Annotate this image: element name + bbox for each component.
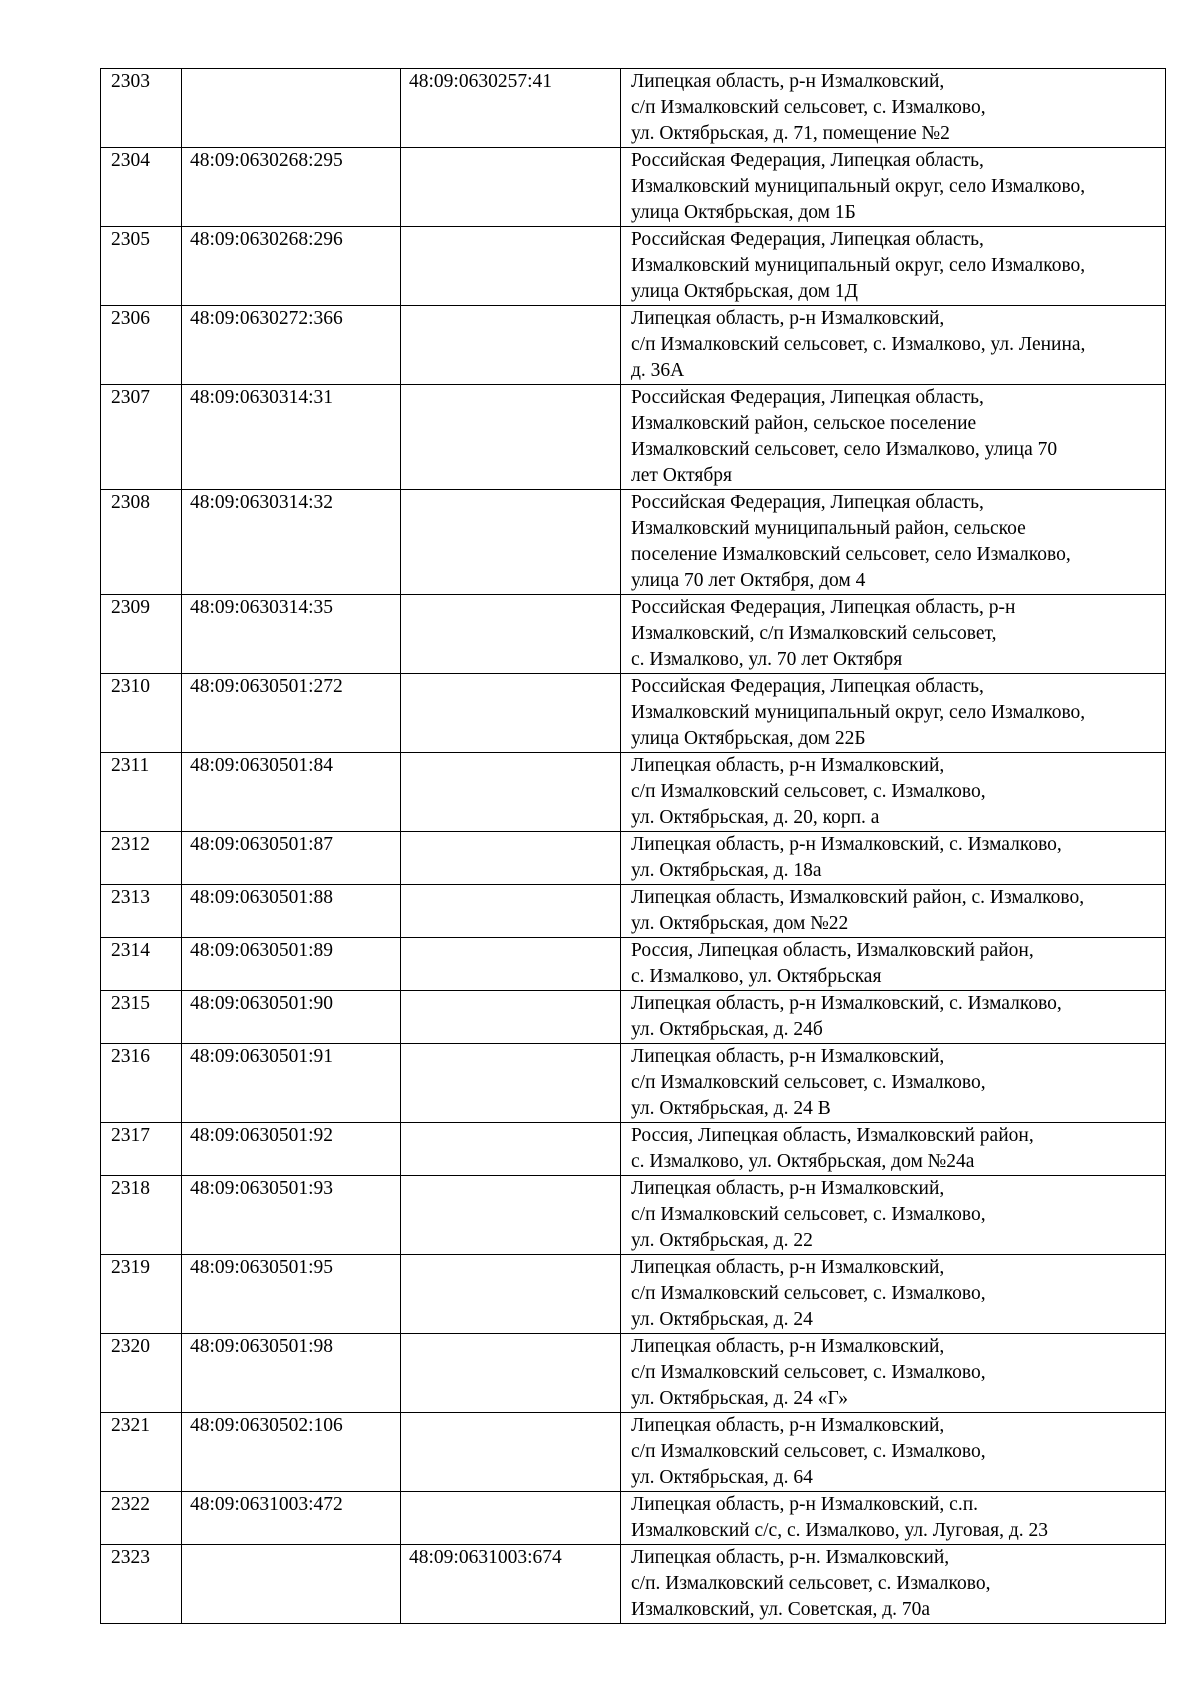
address-line: с/п Измалковский сельсовет, с. Измалково, <box>631 1283 986 1304</box>
address-line: с/п Измалковский сельсовет, с. Измалково, <box>631 1204 986 1225</box>
row-number-cell: 2320 <box>101 1334 182 1413</box>
address-cell <box>621 1334 1166 1413</box>
row-number-cell: 2315 <box>101 991 182 1044</box>
table-row <box>101 595 1166 674</box>
address-line: ул. Октябрьская, д. 71, помещение №2 <box>631 123 950 144</box>
row-number-cell: 2304 <box>101 148 182 227</box>
address-line: Липецкая область, р-н Измалковский, с. Измалково, <box>631 834 1062 855</box>
table-row <box>101 1413 1166 1492</box>
row-number-cell: 2312 <box>101 832 182 885</box>
row-number-cell: 2314 <box>101 938 182 991</box>
address-line: с/п Измалковский сельсовет, с. Измалково, <box>631 1072 986 1093</box>
row-number-cell: 2305 <box>101 227 182 306</box>
address-line: ул. Октябрьская, д. 24 <box>631 1309 813 1330</box>
address-line: с/п Измалковский сельсовет, с. Измалково, <box>631 1362 986 1383</box>
address-cell <box>621 1492 1166 1545</box>
address-line: Измалковский с/с, с. Измалково, ул. Луговая, д. 23 <box>631 1520 1049 1541</box>
address-line: Липецкая область, р-н Измалковский, <box>631 1415 945 1436</box>
address-line: Измалковский, с/п Измалковский сельсовет, <box>631 623 997 644</box>
row-number-cell: 2307 <box>101 385 182 490</box>
table-row <box>101 753 1166 832</box>
cadastral-number-secondary-cell <box>401 1492 621 1545</box>
table-row <box>101 385 1166 490</box>
cadastral-number-cell: 48:09:0630502:106 <box>182 1413 401 1492</box>
cadastral-number-secondary-cell <box>401 148 621 227</box>
address-line: Российская Федерация, Липецкая область, <box>631 676 984 697</box>
address-cell <box>621 1176 1166 1255</box>
cadastral-number-secondary-cell <box>401 885 621 938</box>
address-cell <box>621 1044 1166 1123</box>
cadastral-number-secondary-cell: 48:09:0630257:41 <box>401 69 621 148</box>
address-line: улица Октябрьская, дом 22Б <box>631 728 866 749</box>
cadastral-number-cell <box>182 1545 401 1624</box>
address-cell <box>621 674 1166 753</box>
address-line: Липецкая область, р-н Измалковский, с. Измалково, <box>631 993 1062 1014</box>
address-line: Липецкая область, р-н Измалковский, <box>631 1336 945 1357</box>
table-row <box>101 674 1166 753</box>
row-number-cell: 2303 <box>101 69 182 148</box>
cadastral-number-cell: 48:09:0630501:95 <box>182 1255 401 1334</box>
address-line: с/п Измалковский сельсовет, с. Измалково, <box>631 781 986 802</box>
cadastral-number-cell: 48:09:0630501:93 <box>182 1176 401 1255</box>
address-line: Липецкая область, р-н Измалковский, с.п. <box>631 1494 979 1515</box>
address-line: улица Октябрьская, дом 1Б <box>631 202 856 223</box>
address-line: ул. Октябрьская, д. 22 <box>631 1230 813 1251</box>
property-table <box>100 68 1166 1624</box>
address-line: Липецкая область, р-н Измалковский, <box>631 755 945 776</box>
cadastral-number-cell: 48:09:0630501:92 <box>182 1123 401 1176</box>
table-row <box>101 991 1166 1044</box>
address-line: с/п Измалковский сельсовет, с. Измалково, ул. Ленина, <box>631 334 1086 355</box>
address-line: с. Измалково, ул. Октябрьская, дом №24а <box>631 1151 975 1172</box>
address-line: Измалковский муниципальный район, сельское <box>631 518 1026 539</box>
address-line: Липецкая область, р-н. Измалковский, <box>631 1547 950 1568</box>
address-cell <box>621 1123 1166 1176</box>
address-line: Измалковский район, сельское поселение <box>631 413 977 434</box>
row-number-cell: 2317 <box>101 1123 182 1176</box>
table-row <box>101 490 1166 595</box>
address-line: ул. Октябрьская, дом №22 <box>631 913 849 934</box>
cadastral-number-secondary-cell <box>401 595 621 674</box>
address-cell <box>621 1255 1166 1334</box>
table-row <box>101 1123 1166 1176</box>
cadastral-number-cell: 48:09:0630501:84 <box>182 753 401 832</box>
address-cell <box>621 885 1166 938</box>
cadastral-number-cell: 48:09:0630314:32 <box>182 490 401 595</box>
cadastral-number-secondary-cell: 48:09:0631003:674 <box>401 1545 621 1624</box>
cadastral-number-cell: 48:09:0630501:88 <box>182 885 401 938</box>
address-cell <box>621 490 1166 595</box>
row-number-cell: 2316 <box>101 1044 182 1123</box>
address-line: ул. Октябрьская, д. 24 В <box>631 1098 831 1119</box>
row-number-cell: 2313 <box>101 885 182 938</box>
cadastral-number-cell: 48:09:0630501:91 <box>182 1044 401 1123</box>
address-line: улица Октябрьская, дом 1Д <box>631 281 858 302</box>
address-line: лет Октября <box>631 465 732 486</box>
cadastral-number-secondary-cell <box>401 832 621 885</box>
address-line: Липецкая область, р-н Измалковский, <box>631 1178 945 1199</box>
address-line: Измалковский муниципальный округ, село Измалково, <box>631 702 1086 723</box>
cadastral-number-secondary-cell <box>401 1255 621 1334</box>
row-number-cell: 2318 <box>101 1176 182 1255</box>
address-cell <box>621 832 1166 885</box>
address-line: Измалковский муниципальный округ, село Измалково, <box>631 176 1086 197</box>
address-cell <box>621 1413 1166 1492</box>
cadastral-number-secondary-cell <box>401 1044 621 1123</box>
cadastral-number-cell <box>182 69 401 148</box>
table-row <box>101 938 1166 991</box>
cadastral-number-cell: 48:09:0630501:272 <box>182 674 401 753</box>
address-line: Измалковский, ул. Советская, д. 70а <box>631 1599 931 1620</box>
address-cell <box>621 753 1166 832</box>
cadastral-number-secondary-cell <box>401 306 621 385</box>
cadastral-number-cell: 48:09:0630272:366 <box>182 306 401 385</box>
table-row <box>101 1545 1166 1624</box>
row-number-cell: 2319 <box>101 1255 182 1334</box>
address-cell <box>621 306 1166 385</box>
row-number-cell: 2323 <box>101 1545 182 1624</box>
row-number-cell: 2306 <box>101 306 182 385</box>
table-row <box>101 1044 1166 1123</box>
address-cell <box>621 595 1166 674</box>
address-line: с. Измалково, ул. 70 лет Октября <box>631 649 903 670</box>
address-line: Измалковский сельсовет, село Измалково, улица 70 <box>631 439 1058 460</box>
table-row <box>101 1334 1166 1413</box>
table-row <box>101 69 1166 148</box>
cadastral-number-secondary-cell <box>401 674 621 753</box>
address-line: с/п Измалковский сельсовет, с. Измалково, <box>631 97 986 118</box>
table-row <box>101 227 1166 306</box>
address-line: ул. Октябрьская, д. 24б <box>631 1019 823 1040</box>
address-line: Измалковский муниципальный округ, село Измалково, <box>631 255 1086 276</box>
address-cell <box>621 227 1166 306</box>
address-cell <box>621 385 1166 490</box>
cadastral-number-cell: 48:09:0630314:31 <box>182 385 401 490</box>
table-body <box>101 69 1166 1624</box>
address-line: Россия, Липецкая область, Измалковский район, <box>631 940 1034 961</box>
cadastral-number-cell: 48:09:0630501:89 <box>182 938 401 991</box>
cadastral-number-secondary-cell <box>401 1334 621 1413</box>
table-row <box>101 1255 1166 1334</box>
cadastral-number-secondary-cell <box>401 938 621 991</box>
cadastral-number-secondary-cell <box>401 1413 621 1492</box>
cadastral-number-secondary-cell <box>401 991 621 1044</box>
table-row <box>101 885 1166 938</box>
table-row <box>101 148 1166 227</box>
cadastral-number-secondary-cell <box>401 1176 621 1255</box>
cadastral-number-cell: 48:09:0630268:296 <box>182 227 401 306</box>
address-cell <box>621 938 1166 991</box>
cadastral-number-secondary-cell <box>401 227 621 306</box>
cadastral-number-secondary-cell <box>401 1123 621 1176</box>
address-line: Российская Федерация, Липецкая область, <box>631 150 984 171</box>
address-line: Липецкая область, р-н Измалковский, <box>631 1257 945 1278</box>
address-line: улица 70 лет Октября, дом 4 <box>631 570 866 591</box>
cadastral-number-cell: 48:09:0630268:295 <box>182 148 401 227</box>
address-line: ул. Октябрьская, д. 18а <box>631 860 822 881</box>
address-cell <box>621 991 1166 1044</box>
address-line: с/п Измалковский сельсовет, с. Измалково, <box>631 1441 986 1462</box>
table-row <box>101 306 1166 385</box>
address-line: Липецкая область, р-н Измалковский, <box>631 1046 945 1067</box>
cadastral-number-secondary-cell <box>401 753 621 832</box>
address-cell <box>621 1545 1166 1624</box>
address-line: Липецкая область, р-н Измалковский, <box>631 308 945 329</box>
row-number-cell: 2322 <box>101 1492 182 1545</box>
address-cell <box>621 148 1166 227</box>
address-line: Липецкая область, р-н Измалковский, <box>631 71 945 92</box>
row-number-cell: 2321 <box>101 1413 182 1492</box>
address-line: Российская Федерация, Липецкая область, <box>631 387 984 408</box>
table-row <box>101 1492 1166 1545</box>
address-line: ул. Октябрьская, д. 20, корп. а <box>631 807 880 828</box>
address-line: Липецкая область, Измалковский район, с. Измалково, <box>631 887 1085 908</box>
cadastral-number-cell: 48:09:0630501:90 <box>182 991 401 1044</box>
address-line: д. 36А <box>631 360 685 381</box>
address-line: с. Измалково, ул. Октябрьская <box>631 966 882 987</box>
row-number-cell: 2311 <box>101 753 182 832</box>
address-line: ул. Октябрьская, д. 24 «Г» <box>631 1388 849 1409</box>
row-number-cell: 2310 <box>101 674 182 753</box>
address-line: Россия, Липецкая область, Измалковский район, <box>631 1125 1034 1146</box>
cadastral-number-cell: 48:09:0630314:35 <box>182 595 401 674</box>
cadastral-number-cell: 48:09:0631003:472 <box>182 1492 401 1545</box>
address-line: с/п. Измалковский сельсовет, с. Измалково, <box>631 1573 991 1594</box>
address-line: ул. Октябрьская, д. 64 <box>631 1467 813 1488</box>
address-line: Российская Федерация, Липецкая область, <box>631 229 984 250</box>
address-cell <box>621 69 1166 148</box>
row-number-cell: 2308 <box>101 490 182 595</box>
address-line: Российская Федерация, Липецкая область, р-н <box>631 597 1016 618</box>
row-number-cell: 2309 <box>101 595 182 674</box>
cadastral-number-cell: 48:09:0630501:98 <box>182 1334 401 1413</box>
cadastral-number-secondary-cell <box>401 490 621 595</box>
cadastral-number-secondary-cell <box>401 385 621 490</box>
address-line: Российская Федерация, Липецкая область, <box>631 492 984 513</box>
address-line: поселение Измалковский сельсовет, село Измалково, <box>631 544 1071 565</box>
table-row <box>101 1176 1166 1255</box>
table-row <box>101 832 1166 885</box>
cadastral-number-cell: 48:09:0630501:87 <box>182 832 401 885</box>
